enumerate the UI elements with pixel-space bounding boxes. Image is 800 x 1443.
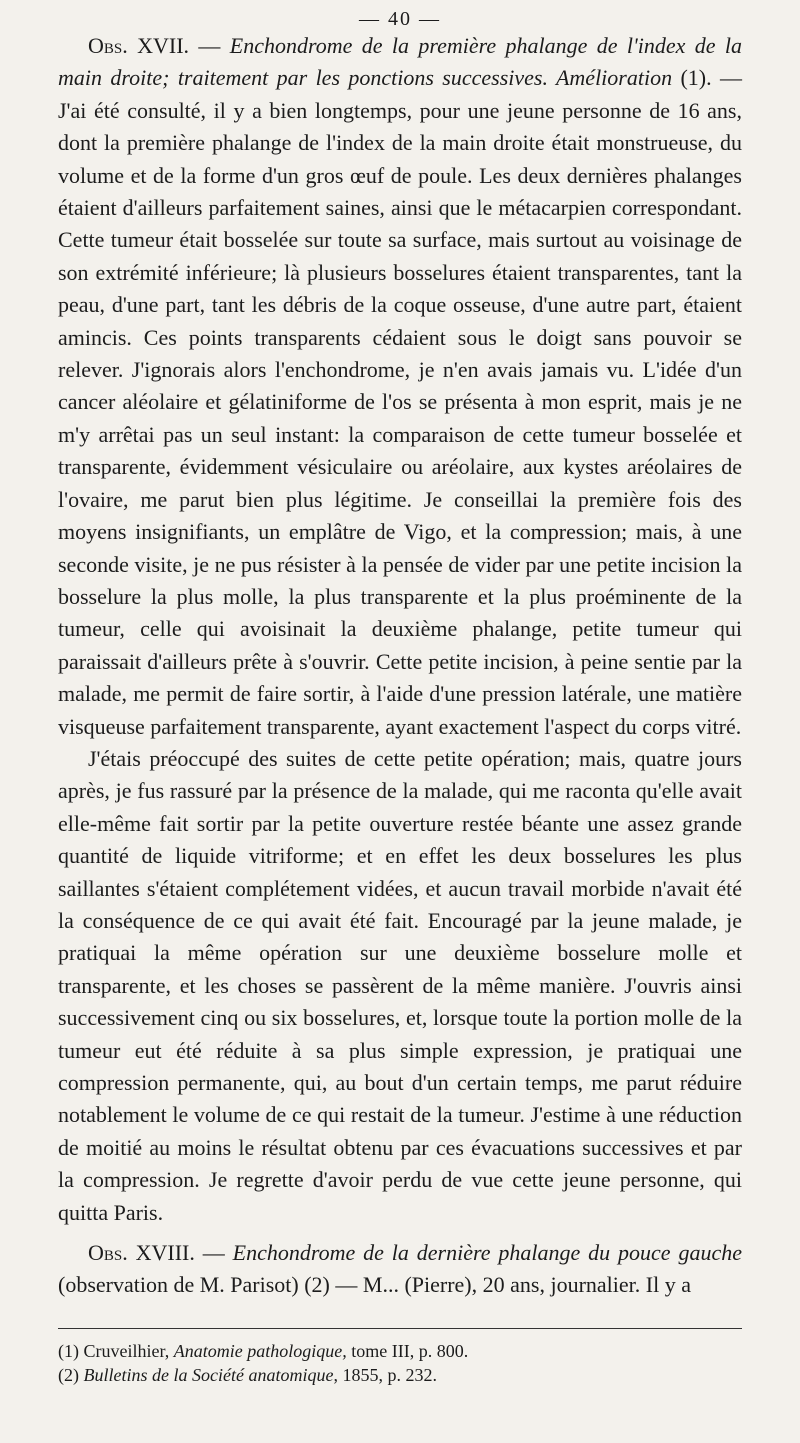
observation-17-label: Obs. XVII. — (88, 33, 221, 58)
footnote-1-work: Anatomie pathologique, (173, 1340, 347, 1361)
observation-17-ref: (1). (680, 65, 712, 91)
footnote-1-rest: tome III, p. 800. (346, 1340, 469, 1361)
footnote-divider (58, 1328, 742, 1329)
observation-17-title: Enchondrome de la première phalange de l'index de la main droite; traitement par les ponctions successives. Amélioration (58, 33, 742, 91)
footnote-1 (58, 1339, 742, 1363)
observation-18-paragraph (58, 1237, 742, 1302)
page-number: — 40 — (359, 8, 441, 30)
observation-17-body: — J'ai été consulté, il y a bien longtemps, pour une jeune personne de 16 ans, dont la première phalange de l'index de la main droite était monstrueuse, du volume et de la forme d'un gros œuf de poule. Les deux dernières phalanges étaient d'ailleurs parfaitement saines, ainsi que le métacarpien correspondant. Cette tumeur était bosselée sur toute sa surface, mais surtout au voisinage de son extrémité inférieure; là plusieurs bosselures étaient transparentes, tant la peau, d'une part, tant les débris de la coque osseuse, d'une autre part, étaient amincis. Ces points transparents cédaient sous le doigt sans pouvoir se relever. J'ignorais alors l'enchondrome, je n'en avais jamais vu. L'idée d'un cancer aléolaire et gélatiniforme de l'os se présenta à mon esprit, mais je ne m'y arrêtai pas un seul instant: la comparaison de cette tumeur bosselée et transparente, évidemment vésiculaire ou aréolaire, aux kystes aréolaires de l'ovaire, me parut bien plus légitime. Je conseillai la première fois des moyens insignifiants, un emplâtre de Vigo, et la compression; mais, à une seconde visite, je ne pus résister à la pensée de vider par une petite incision la bosselure la plus molle, la plus transparente et la plus proéminente de la tumeur, celle qui avoisinait la deuxième phalange, petite tumeur qui paraissait d'ailleurs prête à s'ouvrir. Cette petite incision, à peine sentie par la malade, me permit de faire sortir, à l'aide d'une pression latérale, une matière visqueuse parfaitement transparente, ayant exactement l'aspect du corps vitré. (58, 65, 743, 739)
observation-17-paragraph-2: J'étais préoccupé des suites de cette petite opération; mais, quatre jours après, je fus rassuré par la présence de la malade, qui me raconta qu'elle avait elle-même fait sortir par la petite ouverture restée béante une assez grande quantité de liquide vitriforme; et en effet les deux bosselures les plus saillantes s'étaient complétement vidées, et aucun travail morbide n'avait été la conséquence de ce qui avait été fait. Encouragé par la jeune malade, je pratiquai la même opération sur une deuxième bosselure molle et transparente, et les choses se passèrent de la même manière. J'ouvris ainsi successivement cinq ou six bosselures, et, lorsque toute la portion molle de la tumeur eut été réduite à sa plus simple expression, je pratiquai une compression permanente, qui, au bout d'un certain temps, me parut réduire notablement le volume de ce qui restait de la tumeur. J'estime à une réduction de moitié au moins le résultat obtenu par ces évacuations successives et par la compression. Je regrette d'avoir perdu de vue cette jeune personne, qui quitta Paris. (58, 745, 742, 1225)
footnote-1-author: Cruveilhier, (83, 1340, 174, 1361)
footnote-2 (58, 1363, 742, 1387)
footnote-2-work: Bulletins de la Société anatomique (83, 1364, 334, 1385)
observation-17-paragraph (58, 30, 742, 743)
footnote-1-number: (1) (58, 1340, 79, 1361)
footnote-2-rest: , 1855, p. 232. (333, 1364, 437, 1385)
observation-18-title: Enchondrome de la dernière phalange du pouce gauche (232, 1240, 742, 1266)
observation-18-body: (observation de M. Parisot) (2) — M... (Pierre), 20 ans, journalier. Il y a (58, 1272, 691, 1298)
footnote-2-number: (2) (58, 1364, 79, 1385)
observation-18-label: Obs. XVIII. — (88, 1240, 225, 1266)
